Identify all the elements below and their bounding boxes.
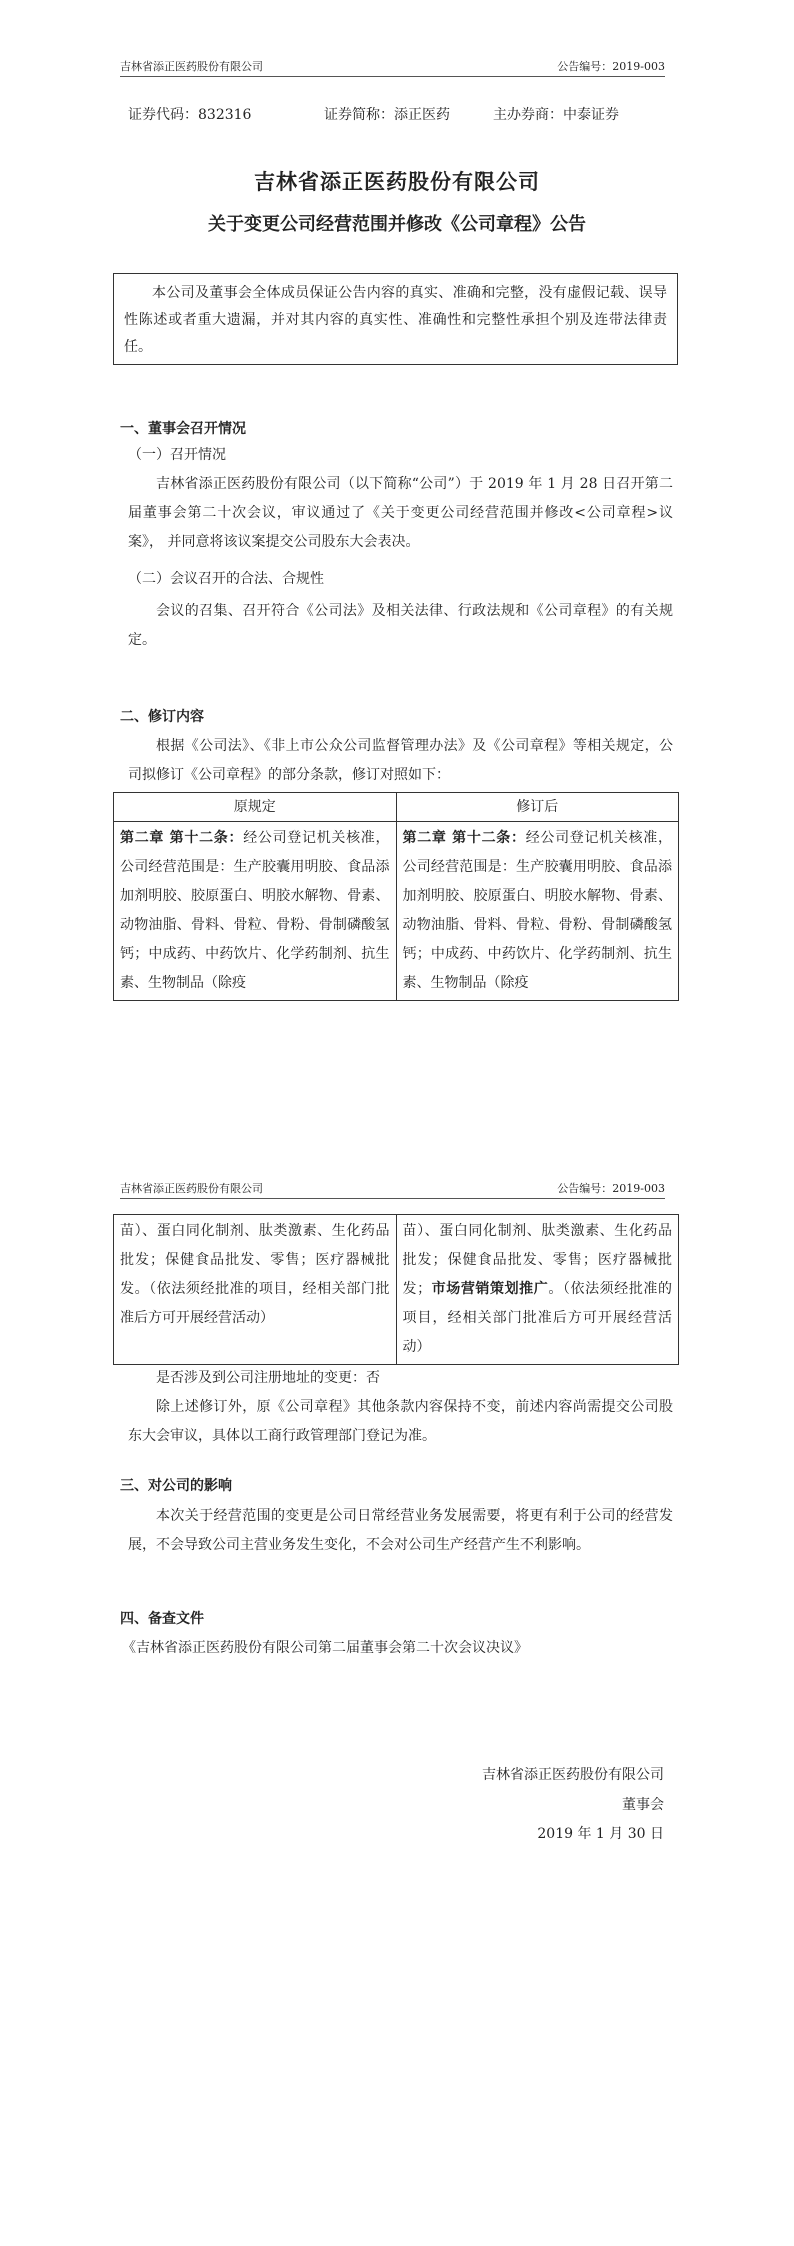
revised-clause-cont: 苗）、蛋白同化制剂、肽类激素、生化药品批发；保健食品批发、零售；医疗器械批发；市场营销策划推广。（依法须经批准的项目，经相关部门批准后方可开展经营活动） <box>396 1215 679 1365</box>
address-change: 是否涉及到公司注册地址的变更：否 <box>156 1370 380 1386</box>
section2-intro: 根据《公司法》、《非上市公众公司监督管理办法》及《公司章程》等相关规定，公司拟修订《公司章程》的部分条款，修订对照如下： <box>128 738 673 783</box>
section3-para: 本次关于经营范围的变更是公司日常经营业务发展需要，将更有利于公司的经营发展，不会导致公司主营业务发生变化，不会对公司生产经营产生不利影响。 <box>128 1508 673 1553</box>
section2-heading: 二、修订内容 <box>120 709 204 725</box>
section1-para1: 吉林省添正医药股份有限公司（以下简称“公司”）于 2019 年 1 月 28 日召开第二届董事会第二十次会议，审议通过了《关于变更公司经营范围并修改<公司章程>议案》， 并同意将该议案提交公司股东大会表决。 <box>128 476 673 550</box>
sponsor-broker: 主办券商：中泰证券 <box>493 107 619 123</box>
section1-para2: 会议的召集、召开符合《公司法》及相关法律、行政法规和《公司章程》的有关规定。 <box>128 603 673 648</box>
original-clause <box>114 822 397 1001</box>
revision-table-part2 <box>113 1214 679 1365</box>
section3-heading: 三、对公司的影响 <box>120 1478 232 1494</box>
col-revised: 修订后 <box>396 793 679 822</box>
section1-sub2: （二）会议召开的合法、合规性 <box>128 571 324 587</box>
header-notice-no: 公告编号：2019-003 <box>557 60 665 73</box>
signature-company: 吉林省添正医药股份有限公司 <box>482 1767 664 1783</box>
original-text-1: 经公司登记机关核准，公司经营范围是：生产胶囊用明胶、食品添加剂明胶、胶原蛋白、明胶水解物、骨素、动物油脂、骨料、骨粒、骨粉、骨制磷酸氢钙；中成药、中药饮片、化学药制剂、抗生素、生物制品（除疫 <box>120 830 390 991</box>
col-original: 原规定 <box>114 793 397 822</box>
announcement-title: 关于变更公司经营范围并修改《公司章程》公告 <box>208 214 586 235</box>
signature-board: 董事会 <box>622 1797 664 1813</box>
security-abbr: 证券简称：添正医药 <box>324 107 450 123</box>
original-clause-cont: 苗）、蛋白同化制剂、肽类激素、生化药品批发；保健食品批发、零售；医疗器械批发。（依法须经批准的项目，经相关部门批准后方可开展经营活动） <box>114 1215 397 1365</box>
disclaimer-box: 本公司及董事会全体成员保证公告内容的真实、准确和完整，没有虚假记载、误导性陈述或者重大遗漏，并对其内容的真实性、准确性和完整性承担个别及连带法律责任。 <box>113 273 678 365</box>
revised-clause <box>396 822 679 1001</box>
header-notice-no: 公告编号：2019-003 <box>557 1182 665 1195</box>
header-company: 吉林省添正医药股份有限公司 <box>120 1182 263 1195</box>
company-title: 吉林省添正医药股份有限公司 <box>254 169 540 194</box>
added-business-scope: 市场营销策划推广 <box>431 1281 549 1297</box>
header-divider <box>120 1198 665 1199</box>
signature-date: 2019 年 1 月 30 日 <box>537 1826 664 1842</box>
section2-other: 除上述修订外，原《公司章程》其他条款内容保持不变，前述内容尚需提交公司股东大会审议，具体以工商行政管理部门登记为准。 <box>128 1399 673 1444</box>
reference-document: 《吉林省添正医药股份有限公司第二届董事会第二十次会议决议》 <box>122 1640 528 1656</box>
revised-text-1: 经公司登记机关核准，公司经营范围是：生产胶囊用明胶、食品添加剂明胶、胶原蛋白、明胶水解物、骨素、动物油脂、骨料、骨粒、骨粉、骨制磷酸氢钙；中成药、中药饮片、化学药制剂、抗生素、生物制品（除疫 <box>402 830 672 991</box>
section1-sub1: （一）召开情况 <box>128 447 226 463</box>
page-header-2 <box>120 1180 665 1196</box>
clause-label: 第二章 第十二条： <box>402 830 526 846</box>
header-divider <box>120 76 665 77</box>
clause-label: 第二章 第十二条： <box>120 830 244 846</box>
section4-heading: 四、备查文件 <box>120 1611 204 1627</box>
page-header <box>120 58 665 74</box>
header-company: 吉林省添正医药股份有限公司 <box>120 60 263 73</box>
security-code: 证券代码：832316 <box>128 107 252 123</box>
revision-table-part1 <box>113 792 679 1001</box>
section1-heading: 一、董事会召开情况 <box>120 421 246 437</box>
